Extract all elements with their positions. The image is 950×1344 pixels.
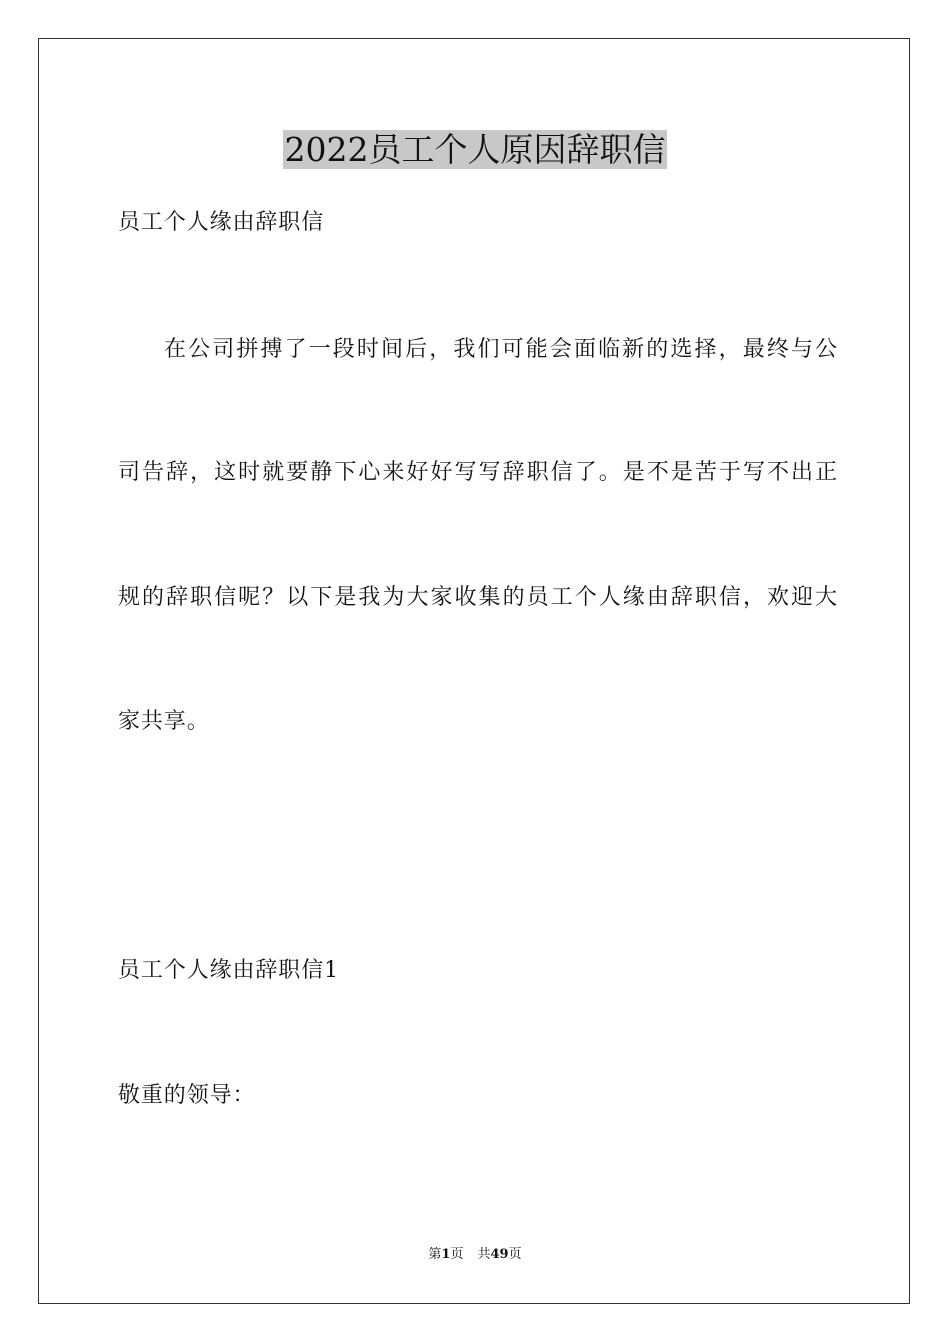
footer-page-prefix: 第 — [428, 1247, 442, 1262]
footer-total-suffix: 页 — [508, 1247, 522, 1262]
footer-page-number: 1 — [441, 1247, 451, 1262]
footer-total-prefix: 共 — [477, 1247, 491, 1262]
salutation: 敬重的领导： — [118, 1083, 256, 1108]
section-heading: 员工个人缘由辞职信1 — [118, 958, 339, 983]
intro-line-4: 家共享。 — [118, 709, 210, 734]
footer-total-pages: 49 — [490, 1247, 509, 1262]
document-title — [0, 128, 950, 172]
intro-line-1: 在公司拼搏了一段时间后，我们可能会面临新的选择，最终与公 — [164, 337, 838, 362]
intro-line-2: 司告辞，这时就要静下心来好好写写辞职信了。是不是苦于写不出正 — [118, 460, 838, 485]
page-footer — [0, 1246, 950, 1264]
intro-line-3: 规的辞职信呢？以下是我为大家收集的员工个人缘由辞职信，欢迎大 — [118, 585, 838, 610]
document-title-text: 2022员工个人原因辞职信 — [284, 130, 666, 169]
document-subtitle: 员工个人缘由辞职信 — [118, 210, 325, 235]
footer-page-suffix: 页 — [450, 1247, 464, 1262]
